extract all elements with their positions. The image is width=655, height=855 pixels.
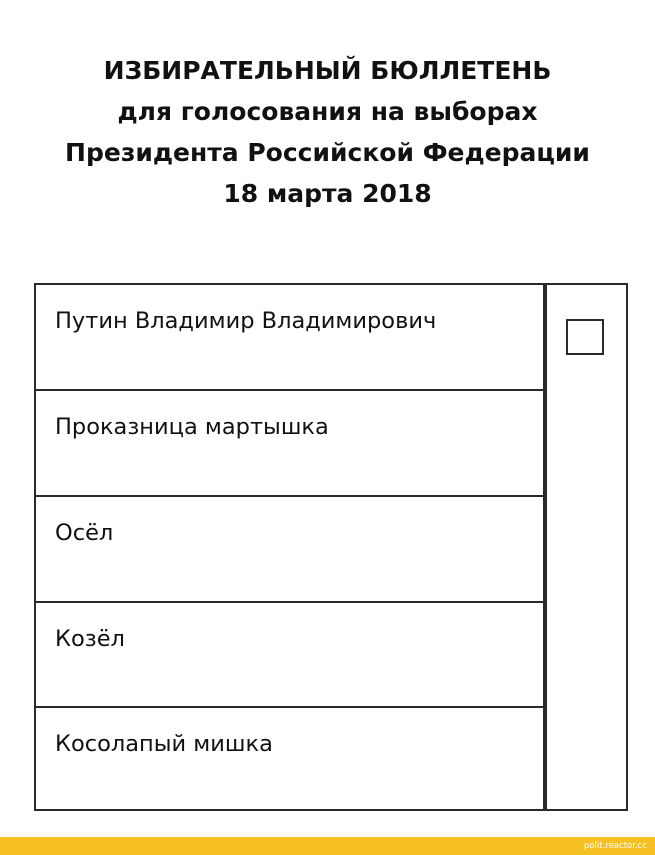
candidate-row bbox=[36, 391, 543, 495]
candidate-name: Косолапый мишка bbox=[55, 731, 273, 757]
candidate-name: Осёл bbox=[55, 520, 114, 546]
candidate-row bbox=[36, 603, 543, 707]
candidate-name: Козёл bbox=[55, 626, 125, 652]
ballot-title bbox=[0, 50, 655, 214]
candidate-name: Проказница мартышка bbox=[55, 414, 329, 440]
candidate-row bbox=[36, 285, 543, 390]
ballot-title-line: для голосования на выборах bbox=[117, 97, 538, 126]
footer-bar bbox=[0, 837, 655, 855]
candidate-name: Путин Владимир Владимирович bbox=[55, 308, 437, 334]
ballot-title-line: ИЗБИРАТЕЛЬНЫЙ БЮЛЛЕТЕНЬ bbox=[103, 56, 552, 85]
ballot-title-line: Президента Российской Федерации bbox=[65, 138, 590, 167]
watermark-text: polit.reactor.cc bbox=[583, 841, 647, 851]
vote-checkbox[interactable] bbox=[566, 319, 604, 355]
candidate-row bbox=[36, 497, 543, 601]
candidate-row bbox=[36, 708, 543, 809]
ballot-column-divider bbox=[543, 285, 547, 809]
ballot-table bbox=[34, 283, 628, 811]
ballot-title-line: 18 марта 2018 bbox=[223, 179, 432, 208]
